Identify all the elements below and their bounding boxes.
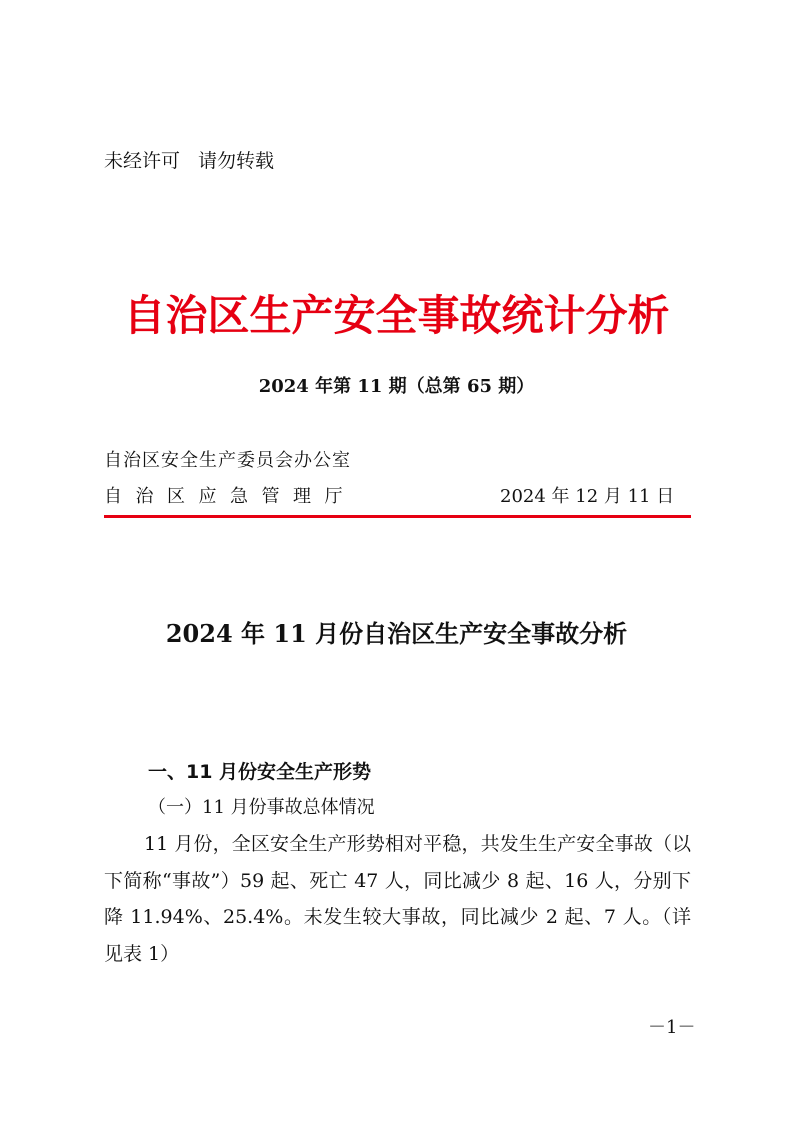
masthead-title: 自治区生产安全事故统计分析 [123,291,670,340]
red-divider [104,515,691,518]
body-paragraph: 11 月份，全区安全生产形势相对平稳，共发生生产安全事故（以下简称“事故”）59 起、死亡 47 人，同比减少 8 起、16 人，分别下降 11.94%、25.4%。未发生较大事故，同比减少 2 起、7 人。（详见表 1） [104,833,691,965]
section-heading: 一、11 月份安全生产形势 [148,761,372,783]
issuer-org-2: 自治区应急管理厅 [104,486,356,507]
page-number: －1－ [648,1017,696,1038]
issue-date: 2024 年 12 月 11 日 [500,486,675,507]
issuer-org-1: 自治区安全生产委员会办公室 [104,450,351,471]
reprint-notice [104,148,274,174]
subsection-heading: （一）11 月份事故总体情况 [148,797,375,818]
notice-part-2: 请勿转载 [198,150,275,172]
article-title: 2024 年 11 月份自治区生产安全事故分析 [165,619,628,648]
issue-number: 2024 年第 11 期（总第 65 期） [258,376,535,397]
notice-part-1: 未经许可 [104,150,181,172]
